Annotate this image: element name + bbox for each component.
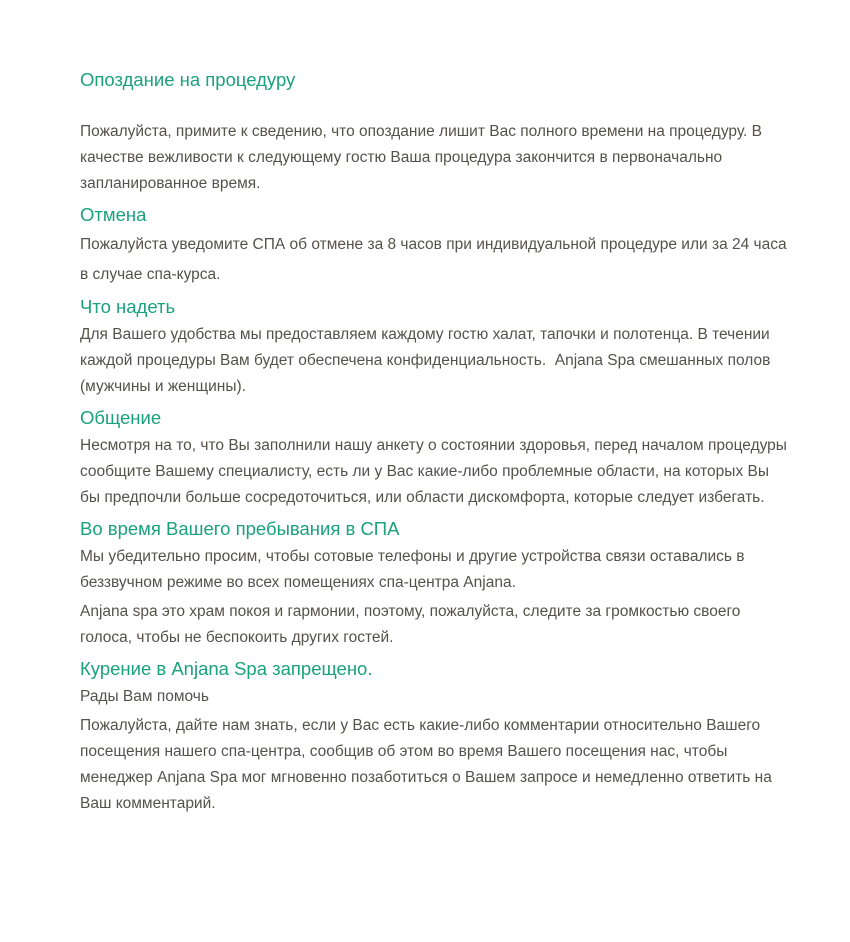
- paragraph-during-stay-quiet: Anjana spa это храм покоя и гармонии, поэтому, пожалуйста, следите за громкостью своего голоса, чтобы не беспокоить других гостей.: [80, 603, 745, 646]
- section-communication: [80, 405, 792, 511]
- paragraph-cancellation: Пожалуйста уведомите СПА об отмене за 8 часов при индивидуальной процедуре или за 24 часа в случае спа-курса.: [80, 236, 791, 283]
- section-heading-no-smoking: Курение в Anjana Spa запрещено.: [80, 658, 373, 679]
- paragraph-communication: Несмотря на то, что Вы заполнили нашу анкету о состоянии здоровья, перед началом процедуры сообщите Вашему специалисту, есть ли у Вас какие-либо проблемные области, на которых Вы бы предпочли больше сосредоточиться, или области дискомфорта, которые следует избегать.: [80, 437, 792, 506]
- paragraph-happy-to-help: Рады Вам помочь: [80, 688, 209, 705]
- section-no-smoking: [80, 656, 792, 817]
- section-heading-during-stay: Во время Вашего пребывания в СПА: [80, 518, 400, 539]
- section-heading-cancellation: Отмена: [80, 204, 147, 225]
- paragraph-feedback: Пожалуйста, дайте нам знать, если у Вас есть какие-либо комментарии относительно Вашего посещения нашего спа-центра, сообщив об этом во время Вашего посещения нас, чтобы менеджер Anjana Spa мог мгновенно позаботиться о Вашем запросе и немедленно ответить на Ваш комментарий.: [80, 717, 777, 812]
- section-heading-late-arrival: Опоздание на процедуру: [80, 69, 296, 90]
- paragraph-late-arrival: Пожалуйста, примите к сведению, что опоздание лишит Вас полного времени на процедуру. В качестве вежливости к следующему гостю Ваша процедура закончится в первоначально запланированное время.: [80, 123, 767, 192]
- paragraph-what-to-wear: Для Вашего удобства мы предоставляем каждому гостю халат, тапочки и полотенца. В течении каждой процедуры Вам будет обеспечена конфиденциальность. Anjana Spa смешанных полов (мужчины и женщины).: [80, 326, 775, 395]
- section-cancellation: [80, 202, 792, 289]
- document-content: [80, 67, 792, 817]
- paragraph-during-stay-phones: Мы убедительно просим, чтобы сотовые телефоны и другие устройства связи оставались в беззвучном режиме во всех помещениях спа-центра Anjana.: [80, 548, 749, 591]
- section-what-to-wear: [80, 294, 792, 400]
- section-during-stay: [80, 516, 792, 651]
- section-heading-what-to-wear: Что надеть: [80, 296, 176, 317]
- section-late-arrival: [80, 67, 792, 197]
- section-heading-communication: Общение: [80, 407, 162, 428]
